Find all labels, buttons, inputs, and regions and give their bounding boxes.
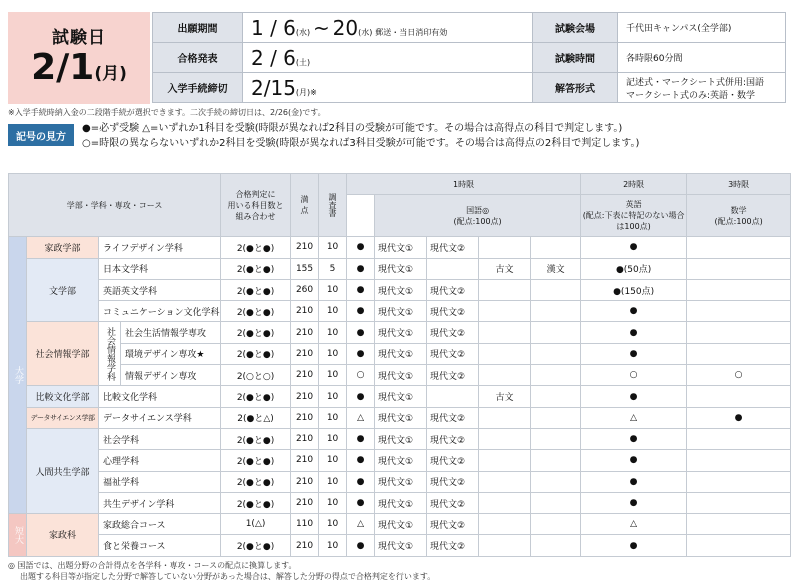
full-cell: 155	[291, 258, 319, 279]
survey-cell: 10	[319, 301, 347, 322]
english-cell: ●	[581, 322, 687, 343]
jp2-cell: 現代文②	[427, 343, 479, 364]
symbol-cell: ●	[347, 386, 375, 407]
jp2-cell: 現代文②	[427, 514, 479, 535]
jp2-cell: 現代文②	[427, 471, 479, 492]
math-cell	[687, 322, 791, 343]
table-row	[9, 279, 791, 300]
jp1-cell: 現代文①	[375, 407, 427, 428]
kanbun-cell	[531, 237, 581, 258]
symbol-cell: ●	[347, 301, 375, 322]
venue-value: 千代田キャンパス(全学部)	[618, 13, 786, 43]
faculty-cell: 家政学部	[27, 237, 99, 258]
full-cell: 210	[291, 386, 319, 407]
full-cell: 210	[291, 428, 319, 449]
symbol-cell: ●	[347, 322, 375, 343]
english-cell: ●	[581, 450, 687, 471]
app-period-label: 出願期間	[153, 13, 243, 43]
kanbun-cell	[531, 407, 581, 428]
major-cell: 食と栄養コース	[99, 535, 221, 556]
faculty-cell: 家政科	[27, 514, 99, 557]
full-cell: 210	[291, 365, 319, 386]
english-cell: ●	[581, 237, 687, 258]
major-cell: 心理学科	[99, 450, 221, 471]
jp1-cell: 現代文①	[375, 258, 427, 279]
major-cell: 英語英文学科	[99, 279, 221, 300]
english-cell: ●	[581, 471, 687, 492]
side-junior: 短大	[9, 514, 27, 557]
full-cell: 210	[291, 237, 319, 258]
kanbun-cell	[531, 535, 581, 556]
jp1-cell: 現代文①	[375, 386, 427, 407]
survey-cell: 10	[319, 237, 347, 258]
english-cell: ●	[581, 386, 687, 407]
table-row	[9, 514, 791, 535]
kobun-cell	[479, 301, 531, 322]
header-survey: 調査書	[319, 174, 347, 237]
header-period3: 3時限	[687, 174, 791, 195]
combo-cell: 2(●と●)	[221, 301, 291, 322]
deadline-label: 入学手続締切	[153, 73, 243, 103]
table-row	[9, 322, 791, 343]
survey-cell: 10	[319, 514, 347, 535]
header-math: 数学 (配点:100点)	[687, 195, 791, 237]
math-cell: ●	[687, 407, 791, 428]
survey-cell: 5	[319, 258, 347, 279]
symbol-cell: ●	[347, 428, 375, 449]
survey-cell: 10	[319, 407, 347, 428]
jp2-cell: 現代文②	[427, 301, 479, 322]
jp2-cell	[427, 386, 479, 407]
math-cell	[687, 492, 791, 513]
math-cell	[687, 237, 791, 258]
format-value: 記述式・マークシート式併用:国語 マークシート式のみ:英語・数学	[618, 73, 786, 103]
kanbun-cell	[531, 343, 581, 364]
kobun-cell	[479, 322, 531, 343]
kanbun-cell	[531, 492, 581, 513]
math-cell	[687, 279, 791, 300]
kobun-cell: 古文	[479, 386, 531, 407]
survey-cell: 10	[319, 322, 347, 343]
jp1-cell: 現代文①	[375, 343, 427, 364]
major-cell: コミュニケーション文化学科	[99, 301, 221, 322]
math-cell	[687, 343, 791, 364]
exam-date-title: 試験日	[52, 27, 106, 48]
major-cell: ライフデザイン学科	[99, 237, 221, 258]
header-japanese: 国語◎ (配点:100点)	[375, 195, 581, 237]
math-cell	[687, 258, 791, 279]
schedule-table	[152, 12, 786, 103]
kobun-cell	[479, 492, 531, 513]
table-row	[9, 535, 791, 556]
full-cell: 210	[291, 407, 319, 428]
english-cell: ●	[581, 492, 687, 513]
major-cell: 福祉学科	[99, 471, 221, 492]
math-cell	[687, 514, 791, 535]
jp1-cell: 現代文①	[375, 492, 427, 513]
english-cell: △	[581, 514, 687, 535]
full-cell: 210	[291, 492, 319, 513]
side-univ: 大学	[9, 237, 27, 514]
kobun-cell	[479, 471, 531, 492]
major-cell: 家政総合コース	[99, 514, 221, 535]
jp2-cell: 現代文②	[427, 492, 479, 513]
survey-cell: 10	[319, 279, 347, 300]
kobun-cell	[479, 407, 531, 428]
symbol-cell: ●	[347, 258, 375, 279]
math-cell	[687, 386, 791, 407]
header-period1: 1時限	[347, 174, 581, 195]
table-row	[9, 258, 791, 279]
full-cell: 210	[291, 471, 319, 492]
result-value: 2 / 6(土)	[243, 43, 533, 73]
full-cell: 210	[291, 301, 319, 322]
jp1-cell: 現代文①	[375, 322, 427, 343]
combo-cell: 2(●と●)	[221, 535, 291, 556]
math-cell: ○	[687, 365, 791, 386]
header-course: 学部・学科・専攻・コース	[9, 174, 221, 237]
subjects-table	[8, 173, 791, 557]
app-period-value: 1 / 6(水) ~ 20(水) 郵送・当日消印有効	[243, 13, 533, 43]
kobun-cell: 古文	[479, 258, 531, 279]
major-cell: 比較文化学科	[99, 386, 221, 407]
survey-cell: 10	[319, 450, 347, 471]
jp2-cell: 現代文②	[427, 407, 479, 428]
footnotes: ◎ 国語では、出題分野の合計得点を各学科・専攻・コースの配点に換算します。 出題する科目等が指定した分野で解答していない分野があった場合は、解答した分野の得点で合格判定を行います。	[8, 561, 436, 581]
symbol-cell: ●	[347, 492, 375, 513]
combo-cell: 2(●と△)	[221, 407, 291, 428]
faculty-cell: 文学部	[27, 258, 99, 322]
table-row	[9, 301, 791, 322]
kanbun-cell: 漢文	[531, 258, 581, 279]
english-cell: ●	[581, 301, 687, 322]
venue-label: 試験会場	[533, 13, 618, 43]
symbol-cell: ●	[347, 535, 375, 556]
combo-cell: 2(●と●)	[221, 492, 291, 513]
symbol-cell: ●	[347, 343, 375, 364]
combo-cell: 2(●と●)	[221, 258, 291, 279]
jp2-cell: 現代文②	[427, 428, 479, 449]
combo-cell: 2(●と●)	[221, 343, 291, 364]
full-cell: 110	[291, 514, 319, 535]
header-combo: 合格判定に 用いる科目数と 組み合わせ	[221, 174, 291, 237]
math-cell	[687, 535, 791, 556]
major-cell: 情報デザイン専攻	[121, 365, 221, 386]
major-cell: 社会学科	[99, 428, 221, 449]
symbol-cell: △	[347, 514, 375, 535]
time-value: 各時限60分間	[618, 43, 786, 73]
major-cell: 日本文学科	[99, 258, 221, 279]
header-period2: 2時限	[581, 174, 687, 195]
table-row	[9, 365, 791, 386]
procedure-note: ※入学手続時納入金の二段階手続が選択できます。二次手続の締切日は、2/26(金)です。	[8, 108, 326, 117]
combo-cell: 2(●と●)	[221, 237, 291, 258]
symbol-cell: ●	[347, 237, 375, 258]
survey-cell: 10	[319, 471, 347, 492]
symbol-cell: ●	[347, 450, 375, 471]
header-full: 満 点	[291, 174, 319, 237]
symbol-cell: △	[347, 407, 375, 428]
jp1-cell: 現代文①	[375, 514, 427, 535]
math-cell	[687, 428, 791, 449]
kanbun-cell	[531, 279, 581, 300]
jp2-cell: 現代文②	[427, 322, 479, 343]
table-row	[9, 471, 791, 492]
jp2-cell: 現代文②	[427, 535, 479, 556]
symbol-cell: ●	[347, 279, 375, 300]
english-cell: ●	[581, 343, 687, 364]
exam-date: 2/1(月)	[31, 46, 127, 88]
jp1-cell: 現代文①	[375, 471, 427, 492]
jp1-cell: 現代文①	[375, 237, 427, 258]
kobun-cell	[479, 343, 531, 364]
table-row	[9, 237, 791, 258]
jp1-cell: 現代文①	[375, 428, 427, 449]
survey-cell: 10	[319, 535, 347, 556]
jp2-cell: 現代文②	[427, 237, 479, 258]
english-cell: ●	[581, 535, 687, 556]
combo-cell: 1(△)	[221, 514, 291, 535]
full-cell: 210	[291, 535, 319, 556]
table-row	[9, 428, 791, 449]
english-cell: ●(150点)	[581, 279, 687, 300]
legend-label: 記号の見方	[8, 124, 74, 146]
combo-cell: 2(●と●)	[221, 279, 291, 300]
kanbun-cell	[531, 365, 581, 386]
jp1-cell: 現代文①	[375, 450, 427, 471]
faculty-cell: 人間共生学部	[27, 428, 99, 513]
major-cell: データサイエンス学科	[99, 407, 221, 428]
kobun-cell	[479, 535, 531, 556]
survey-cell: 10	[319, 428, 347, 449]
jp1-cell: 現代文①	[375, 301, 427, 322]
kanbun-cell	[531, 428, 581, 449]
english-cell: △	[581, 407, 687, 428]
kobun-cell	[479, 450, 531, 471]
kobun-cell	[479, 428, 531, 449]
format-label: 解答形式	[533, 73, 618, 103]
math-cell	[687, 450, 791, 471]
jp2-cell: 現代文②	[427, 450, 479, 471]
exam-date-box	[8, 12, 150, 104]
jp2-cell: 現代文②	[427, 365, 479, 386]
combo-cell: 2(●と●)	[221, 471, 291, 492]
survey-cell: 10	[319, 492, 347, 513]
combo-cell: 2(●と●)	[221, 450, 291, 471]
kanbun-cell	[531, 301, 581, 322]
jp1-cell: 現代文①	[375, 535, 427, 556]
english-cell: ●	[581, 428, 687, 449]
kobun-cell	[479, 279, 531, 300]
table-row	[9, 450, 791, 471]
kanbun-cell	[531, 322, 581, 343]
combo-cell: 2(●と●)	[221, 386, 291, 407]
major-cell: 社会生活情報学専攻	[121, 322, 221, 343]
header-english: 英語 (配点:下表に特記のない場合は100点)	[581, 195, 687, 237]
time-label: 試験時間	[533, 43, 618, 73]
major-cell: 共生デザイン学科	[99, 492, 221, 513]
table-row	[9, 492, 791, 513]
survey-cell: 10	[319, 386, 347, 407]
sub-dept: 社会情報学科	[99, 322, 121, 386]
table-row	[9, 386, 791, 407]
kanbun-cell	[531, 514, 581, 535]
symbol-cell: ●	[347, 471, 375, 492]
full-cell: 210	[291, 450, 319, 471]
survey-cell: 10	[319, 365, 347, 386]
jp1-cell: 現代文①	[375, 279, 427, 300]
kobun-cell	[479, 237, 531, 258]
kanbun-cell	[531, 450, 581, 471]
kanbun-cell	[531, 386, 581, 407]
jp2-cell	[427, 258, 479, 279]
english-cell: ○	[581, 365, 687, 386]
faculty-cell: データサイエンス学部	[27, 407, 99, 428]
symbol-cell: ○	[347, 365, 375, 386]
combo-cell: 2(○と○)	[221, 365, 291, 386]
table-row	[9, 343, 791, 364]
table-row	[9, 407, 791, 428]
kobun-cell	[479, 514, 531, 535]
combo-cell: 2(●と●)	[221, 322, 291, 343]
kanbun-cell	[531, 471, 581, 492]
math-cell	[687, 301, 791, 322]
survey-cell: 10	[319, 343, 347, 364]
jp2-cell: 現代文②	[427, 279, 479, 300]
jp1-cell: 現代文①	[375, 365, 427, 386]
full-cell: 210	[291, 343, 319, 364]
faculty-cell: 社会情報学部	[27, 322, 99, 386]
english-cell: ●(50点)	[581, 258, 687, 279]
combo-cell: 2(●と●)	[221, 428, 291, 449]
deadline-value: 2/15(月)※	[243, 73, 533, 103]
legend-text: ●=必ず受験 △=いずれか1科目を受験(時限が異なれば2科目の受験が可能です。その場合は高得点の科目で判定します。) ○=時限の異ならないいずれか2科目を受験(時限が異なれば3科目受験が可能です。その場合は高得点の2科目で判定します。)	[82, 123, 640, 149]
full-cell: 260	[291, 279, 319, 300]
kobun-cell	[479, 365, 531, 386]
major-cell: 環境デザイン専攻★	[121, 343, 221, 364]
result-label: 合格発表	[153, 43, 243, 73]
math-cell	[687, 471, 791, 492]
full-cell: 210	[291, 322, 319, 343]
faculty-cell: 比較文化学部	[27, 386, 99, 407]
